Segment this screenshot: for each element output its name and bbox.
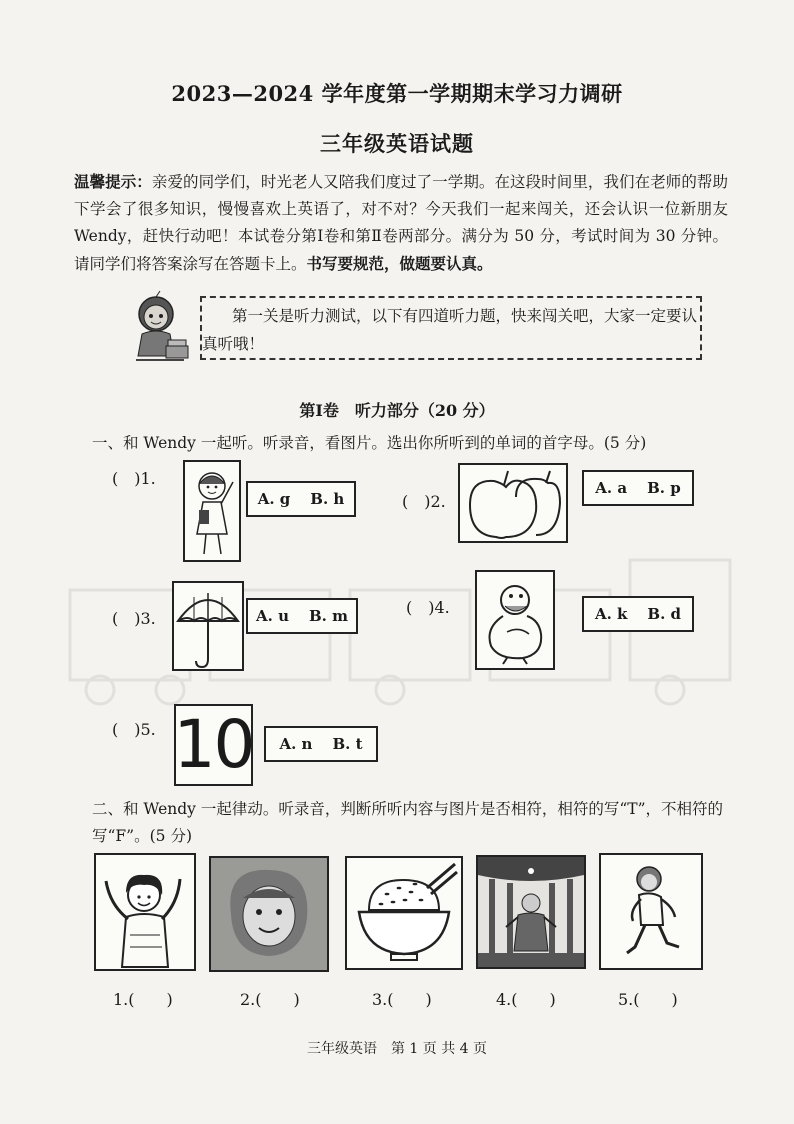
number-ten-icon bbox=[174, 704, 253, 786]
answer-blank[interactable]: 5.( ) bbox=[618, 990, 678, 1009]
question-number: ( )2. bbox=[402, 492, 446, 511]
mascot-girl-icon bbox=[122, 290, 192, 366]
option-a[interactable]: A. u bbox=[256, 607, 289, 625]
option-box bbox=[264, 726, 378, 762]
option-box bbox=[582, 596, 694, 632]
question-number: ( )4. bbox=[406, 598, 450, 617]
option-b[interactable]: B. d bbox=[647, 605, 682, 623]
rice-bowl-icon bbox=[345, 856, 463, 970]
intro-paragraph bbox=[74, 168, 728, 278]
option-b[interactable]: B. t bbox=[332, 735, 363, 753]
answer-blank[interactable]: 1.( ) bbox=[113, 990, 173, 1009]
answer-blank[interactable]: 4.( ) bbox=[496, 990, 556, 1009]
duck-icon bbox=[475, 570, 555, 670]
option-box bbox=[246, 598, 358, 634]
answer-blank[interactable]: 2.( ) bbox=[240, 990, 300, 1009]
section-title: 第Ⅰ卷 听力部分（20 分） bbox=[299, 401, 495, 420]
option-b[interactable]: B. h bbox=[310, 490, 345, 508]
option-b[interactable]: B. m bbox=[309, 607, 348, 625]
option-a[interactable]: A. n bbox=[279, 735, 313, 753]
boy-running-icon bbox=[599, 853, 703, 970]
option-a[interactable]: A. k bbox=[594, 605, 628, 623]
question-number: ( )1. bbox=[112, 469, 156, 488]
option-box bbox=[582, 470, 694, 506]
intro-text: 亲爱的同学们，时光老人又陪我们度过了一学期。在这段时间里，我们在老师的帮助下学会了很多知识，慢慢喜欢上英语了，对不对？今天我们一起来闯关，还会认识一位新朋友 Wendy，赶快行动吧！本试卷分第Ⅰ卷和第Ⅱ卷两部分。满分为 50 分，考试时间为 30 分钟。请同学们将答案涂写在答题卡上。 bbox=[74, 173, 728, 273]
number-ten-text: 10 bbox=[173, 706, 254, 783]
part1-heading: 一、和 Wendy 一起听。听录音，看图片。选出你所听到的单词的首字母。(5 分) bbox=[92, 434, 647, 452]
option-a[interactable]: A. a bbox=[595, 479, 628, 497]
question-number: ( )5. bbox=[112, 720, 156, 739]
intro-label: 温馨提示： bbox=[74, 172, 152, 191]
exam-subtitle: 三年级英语试题 bbox=[320, 131, 474, 156]
boy-waving-icon bbox=[94, 853, 196, 971]
notice-text: 第一关是听力测试，以下有四道听力题，快来闯关吧，大家一定要认真听哦！ bbox=[202, 307, 698, 353]
answer-blank[interactable]: 3.( ) bbox=[372, 990, 432, 1009]
intro-emphasis: 书写要规范，做题要认真。 bbox=[306, 254, 493, 273]
apple-icon bbox=[458, 463, 568, 543]
notice-box bbox=[200, 296, 702, 360]
umbrella-icon bbox=[172, 581, 244, 671]
question-number: ( )3. bbox=[112, 609, 156, 628]
page-footer: 三年级英语 第 1 页 共 4 页 bbox=[306, 1041, 488, 1057]
option-a[interactable]: A. g bbox=[257, 490, 291, 508]
girl-face-icon bbox=[209, 856, 329, 972]
exam-title: 2023—2024 学年度第一学期期末学习力调研 bbox=[171, 81, 623, 106]
girl-icon bbox=[183, 460, 241, 562]
option-b[interactable]: B. p bbox=[647, 479, 681, 497]
part2-heading: 二、和 Wendy 一起律动。听录音，判断所听内容与图片是否相符，相符的写“T”，不相符的写“F”。(5 分) bbox=[92, 800, 724, 845]
girl-on-stage-icon bbox=[476, 855, 586, 969]
option-box bbox=[246, 481, 356, 517]
